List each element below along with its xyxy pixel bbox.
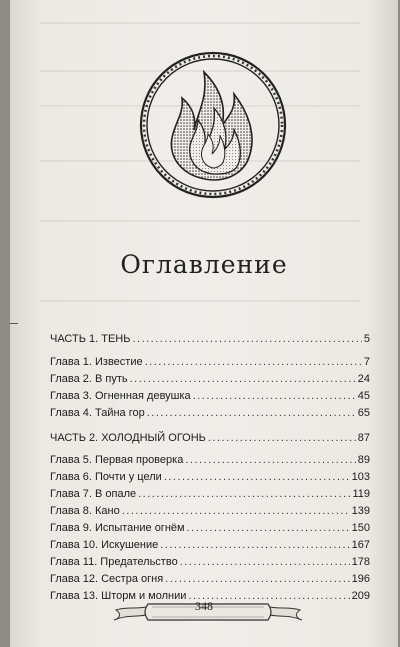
toc-entry[interactable] — [50, 522, 370, 535]
leader-dots — [160, 539, 349, 552]
toc-entry-page: 139 — [351, 505, 370, 517]
leader-dots — [193, 390, 356, 403]
bleed-through-line — [40, 22, 360, 24]
book-page — [10, 0, 398, 647]
page-number: 348 — [195, 599, 213, 613]
leader-dots — [165, 573, 349, 586]
toc-entry-label: Глава 11. Предательство — [50, 556, 178, 568]
leader-dots — [187, 522, 350, 535]
leader-dots — [208, 432, 356, 445]
toc-entry-page: 45 — [357, 390, 370, 402]
toc-entry[interactable] — [50, 505, 370, 518]
toc-entry[interactable] — [50, 488, 370, 501]
toc-entry-label: Глава 3. Огненная девушка — [50, 390, 191, 402]
leader-dots — [185, 454, 355, 467]
toc-entry[interactable] — [50, 556, 370, 569]
flame-emblem-icon — [138, 50, 288, 200]
toc-entry-page: 87 — [357, 432, 370, 444]
leader-dots — [122, 505, 350, 518]
toc-entry-page: 209 — [351, 590, 370, 602]
toc-entry-page: 103 — [351, 471, 370, 483]
toc-entry-label: Глава 9. Испытание огнём — [50, 522, 185, 534]
leader-dots — [138, 488, 350, 501]
toc-entry[interactable] — [50, 356, 370, 369]
bleed-through-line — [40, 300, 360, 302]
toc-entry-page: 178 — [351, 556, 370, 568]
toc-entry-label: Глава 12. Сестра огня — [50, 573, 164, 585]
toc-entry-label: Глава 2. В путь — [50, 373, 128, 385]
toc-entry-page: 196 — [351, 573, 370, 585]
toc-entry-page: 167 — [351, 539, 370, 551]
toc-entry-label: Глава 13. Шторм и молнии — [50, 590, 187, 602]
toc-entry[interactable] — [50, 432, 370, 445]
toc-entry[interactable] — [50, 333, 370, 346]
toc-entry[interactable] — [50, 407, 370, 420]
toc-entry-page: 119 — [352, 488, 370, 500]
toc-entry[interactable] — [50, 573, 370, 586]
toc-entry-page: 65 — [357, 407, 370, 419]
toc-entry-label: Глава 8. Кано — [50, 505, 120, 517]
leader-dots — [132, 333, 361, 346]
toc-entry-label: ЧАСТЬ 2. ХОЛОДНЫЙ ОГОНЬ — [50, 432, 206, 444]
toc-entry-page: 89 — [357, 454, 370, 466]
toc-title: Оглавление — [120, 250, 288, 279]
bleed-through-line — [40, 220, 360, 222]
margin-mark — [10, 323, 18, 324]
toc-entry-label: Глава 10. Искушение — [50, 539, 159, 551]
toc-entry[interactable] — [50, 454, 370, 467]
toc-entry-label: Глава 4. Тайна гор — [50, 407, 145, 419]
leader-dots — [130, 373, 356, 386]
toc-entry-label: ЧАСТЬ 1. ТЕНЬ — [50, 333, 131, 345]
toc-entry-page: 24 — [357, 373, 370, 385]
toc-entry[interactable] — [50, 539, 370, 552]
toc-entry-page: 150 — [351, 522, 370, 534]
toc-entry[interactable] — [50, 390, 370, 403]
leader-dots — [145, 356, 362, 369]
toc-entry[interactable] — [50, 471, 370, 484]
toc-entry-label: Глава 6. Почти у цели — [50, 471, 162, 483]
toc-entry-page: 5 — [363, 333, 370, 345]
leader-dots — [147, 407, 356, 420]
toc-entry-page: 7 — [363, 356, 370, 368]
toc-entry-label: Глава 5. Первая проверка — [50, 454, 184, 466]
leader-dots — [164, 471, 350, 484]
toc-entry-label: Глава 1. Известие — [50, 356, 143, 368]
toc-entry-label: Глава 7. В опале — [50, 488, 137, 500]
toc-entry[interactable] — [50, 373, 370, 386]
leader-dots — [180, 556, 350, 569]
